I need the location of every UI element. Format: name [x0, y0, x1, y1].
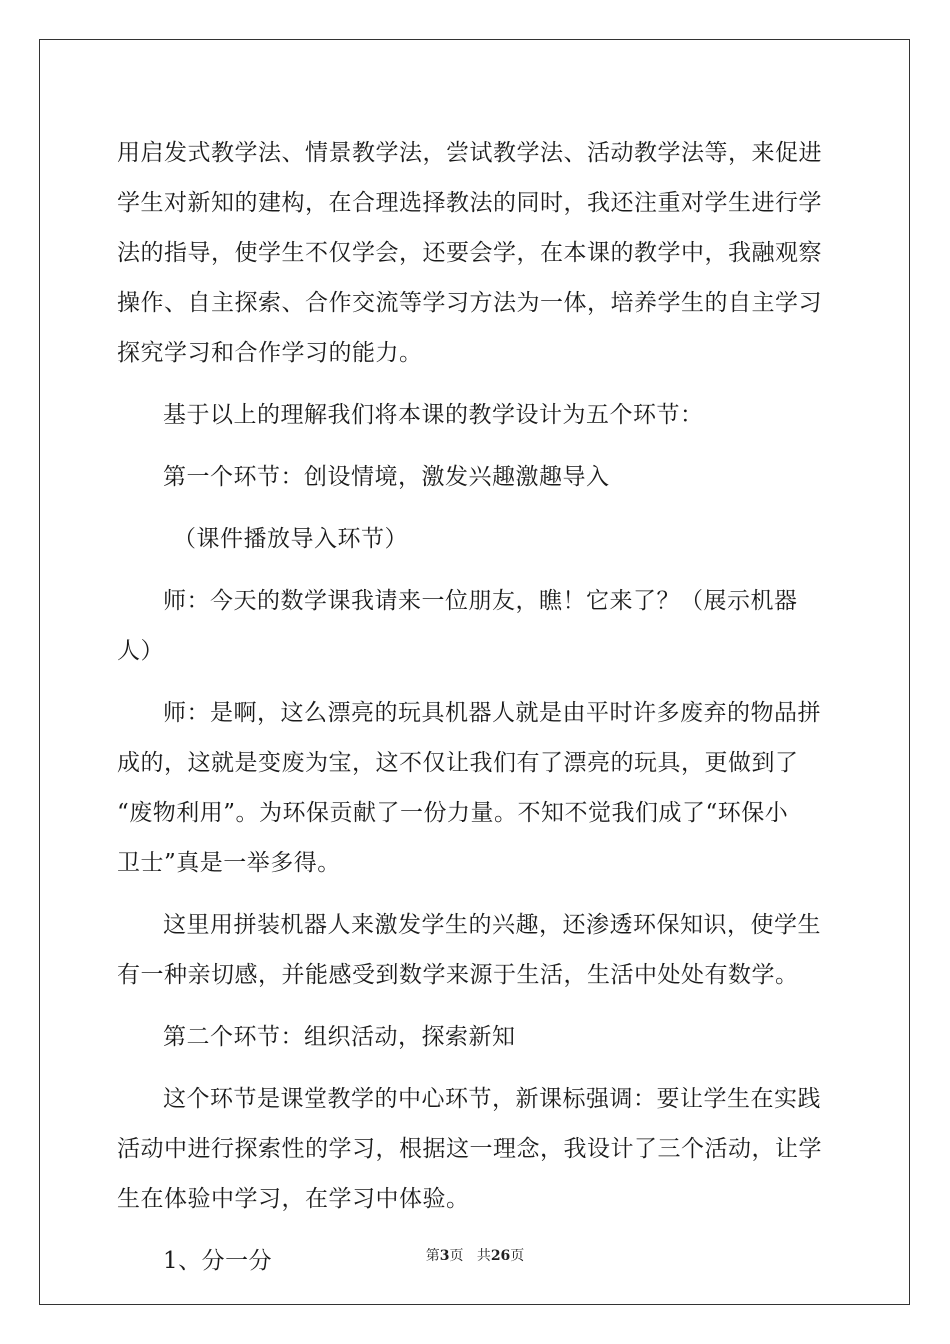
text-line: 卫士”真是一举多得。 — [117, 850, 341, 876]
list-item: 1、分一分 — [163, 1248, 273, 1274]
footer-prefix: 第 — [425, 1248, 440, 1264]
paragraph — [117, 688, 835, 888]
paragraph: 基于以上的理解我们将本课的教学设计为五个环节： — [163, 402, 704, 428]
text-line: 法的指导，使学生不仅学会，还要会学，在本课的教学中，我融观察 — [117, 240, 822, 266]
text-line: 操作、自主探索、合作交流等学习方法为一体，培养学生的自主学习 — [117, 290, 822, 316]
paragraph — [117, 1074, 835, 1224]
footer-total-unit: 页 — [510, 1248, 525, 1264]
text-line: 成的，这就是变废为宝，这不仅让我们有了漂亮的玩具，更做到了 — [117, 750, 799, 776]
text-line: 师：是啊，这么漂亮的玩具机器人就是由平时许多废弃的物品拼 — [163, 700, 821, 726]
text-line: 这里用拼装机器人来激发学生的兴趣，还渗透环保知识，使学生 — [163, 912, 821, 938]
page-footer — [0, 1245, 950, 1265]
text-line: 有一种亲切感，并能感受到数学来源于生活，生活中处处有数学。 — [117, 962, 799, 988]
paragraph — [117, 900, 835, 1000]
text-line: 生在体验中学习，在学习中体验。 — [117, 1186, 470, 1212]
paragraph: （课件播放导入环节） — [173, 526, 408, 552]
text-line: 学生对新知的建构，在合理选择教法的同时，我还注重对学生进行学 — [117, 190, 822, 216]
text-line: 探究学习和合作学习的能力。 — [117, 340, 423, 366]
text-line: 这个环节是课堂教学的中心环节，新课标强调：要让学生在实践 — [163, 1086, 821, 1112]
section-heading: 第一个环节：创设情境，激发兴趣激趣导入 — [163, 464, 610, 490]
text-line: 师：今天的数学课我请来一位朋友，瞧！它来了？（展示机器 — [163, 588, 798, 614]
footer-page-unit: 页 — [449, 1248, 464, 1264]
footer-total-prefix: 共 — [476, 1248, 491, 1264]
section-heading: 第二个环节：组织活动，探索新知 — [163, 1024, 516, 1050]
current-page-number: 3 — [439, 1248, 450, 1264]
paragraph — [117, 128, 835, 378]
text-line: 人） — [117, 638, 164, 664]
text-line: 活动中进行探索性的学习，根据这一理念，我设计了三个活动，让学 — [117, 1136, 822, 1162]
text-line: 用启发式教学法、情景教学法，尝试教学法、活动教学法等，来促进 — [117, 140, 822, 166]
total-pages-number: 26 — [490, 1248, 511, 1264]
document-body — [117, 128, 835, 1286]
paragraph — [117, 576, 835, 676]
text-line: “废物利用”。为环保贡献了一份力量。不知不觉我们成了“环保小 — [117, 800, 789, 826]
